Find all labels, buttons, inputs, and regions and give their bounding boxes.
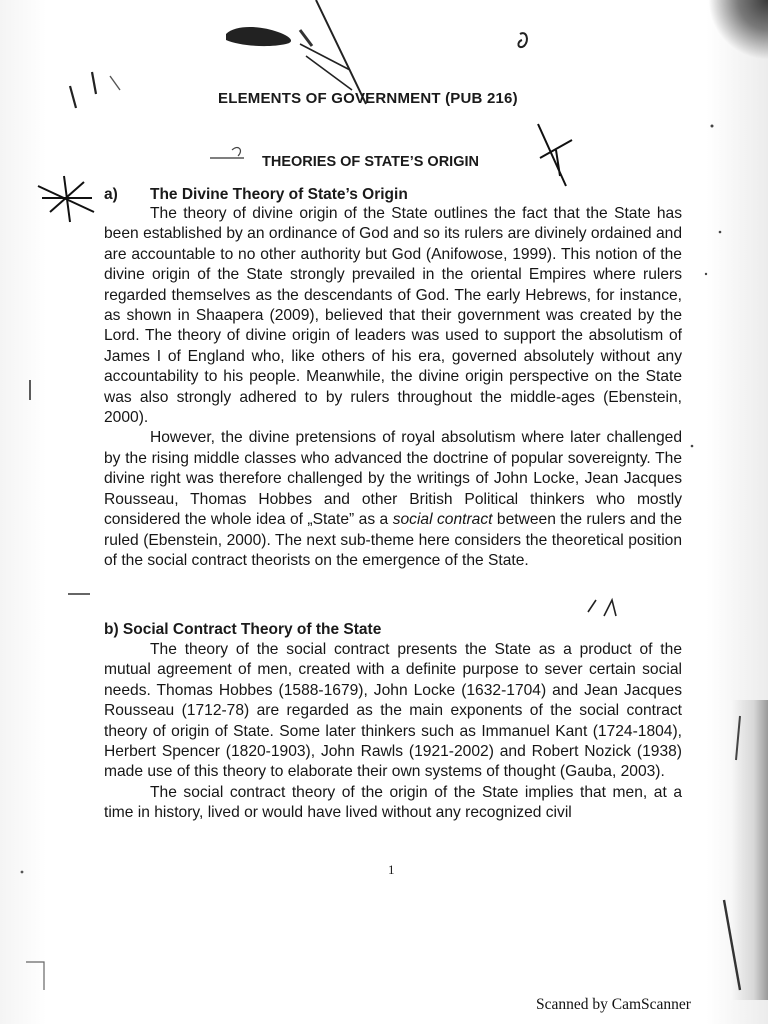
paragraph: The social contract theory of the origin of the State implies that men, at a time in history, lived or would have lived without any recognized civil [104,783,682,822]
course-title: ELEMENTS OF GOVERNMENT (PUB 216) [218,90,518,107]
heading-social-contract: b) Social Contract Theory of the State [104,621,382,638]
paragraph: The theory of the social contract presents the State as a product of the mutual agreement of men, created with a definite purpose to sever certain social needs. Thomas Hobbes (1588-1679), John Locke (1632-1704) and Jean Jacques Rousseau (1712-78) are regarded as the main exponents of the social contract theory of origin of State. Some later thinkers such as Immanuel Kant (1724-1804), Herbert Spencer (1820-1903), John Rawls (1921-2002) and Robert Nozick (1938) made use of this theory to elaborate their own systems of thought (Gauba, 2003). [104,641,682,781]
heading-text: The Divine Theory of State’s Origin [150,186,408,203]
heading-label: a) [104,186,118,203]
social-contract-body [104,640,682,824]
paragraph [104,428,682,571]
paragraph-text: between the rulers and the ruled (Ebenstein, 2000). The next sub-theme here considers the theoretical position of the social contract theorists on the emergence of the State. [104,511,683,569]
scanner-watermark: Scanned by CamScanner [536,996,691,1013]
page-corner-shadow [708,0,768,60]
paragraph: The theory of divine origin of the State outlines the fact that the State has been established by an ordinance of God and so its rulers are divinely ordained and are accountable to no other authority but God (Anifowose, 1999). This notion of the divine origin of the State strongly prevailed in the oriental Empires where rulers regarded themselves as the descendants of God. The early Hebrews, for instance, as shown in Shaapera (2009), believed that their government was created by the Lord. The theory of divine origin of leaders was used to support the absolutism of James I of England who, like others of his era, governed absolutely without any accountability to his people. Meanwhile, the divine origin perspective on the State was also strongly adhered to by rulers throughout the middle-ages (Ebenstein, 2000). [104,205,682,427]
divine-theory-body [104,204,682,571]
paragraph-text: However, the divine pretensions of royal absolutism where later challenged by the rising middle classes who advanced the doctrine of popular sovereignty. The divine right was therefore challenged by the writings of John Locke, Jean Jacques Rousseau, Thomas Hobbes and other British Political thinkers who mostly considered the whole idea of „State” as a [104,429,682,529]
page-edge-shadow [732,700,768,1000]
heading-divine-theory [104,186,408,204]
emphasis-social-contract: social contract [392,511,493,529]
page-number: 1 [388,862,395,877]
section-title: THEORIES OF STATE’S ORIGIN [262,154,479,170]
